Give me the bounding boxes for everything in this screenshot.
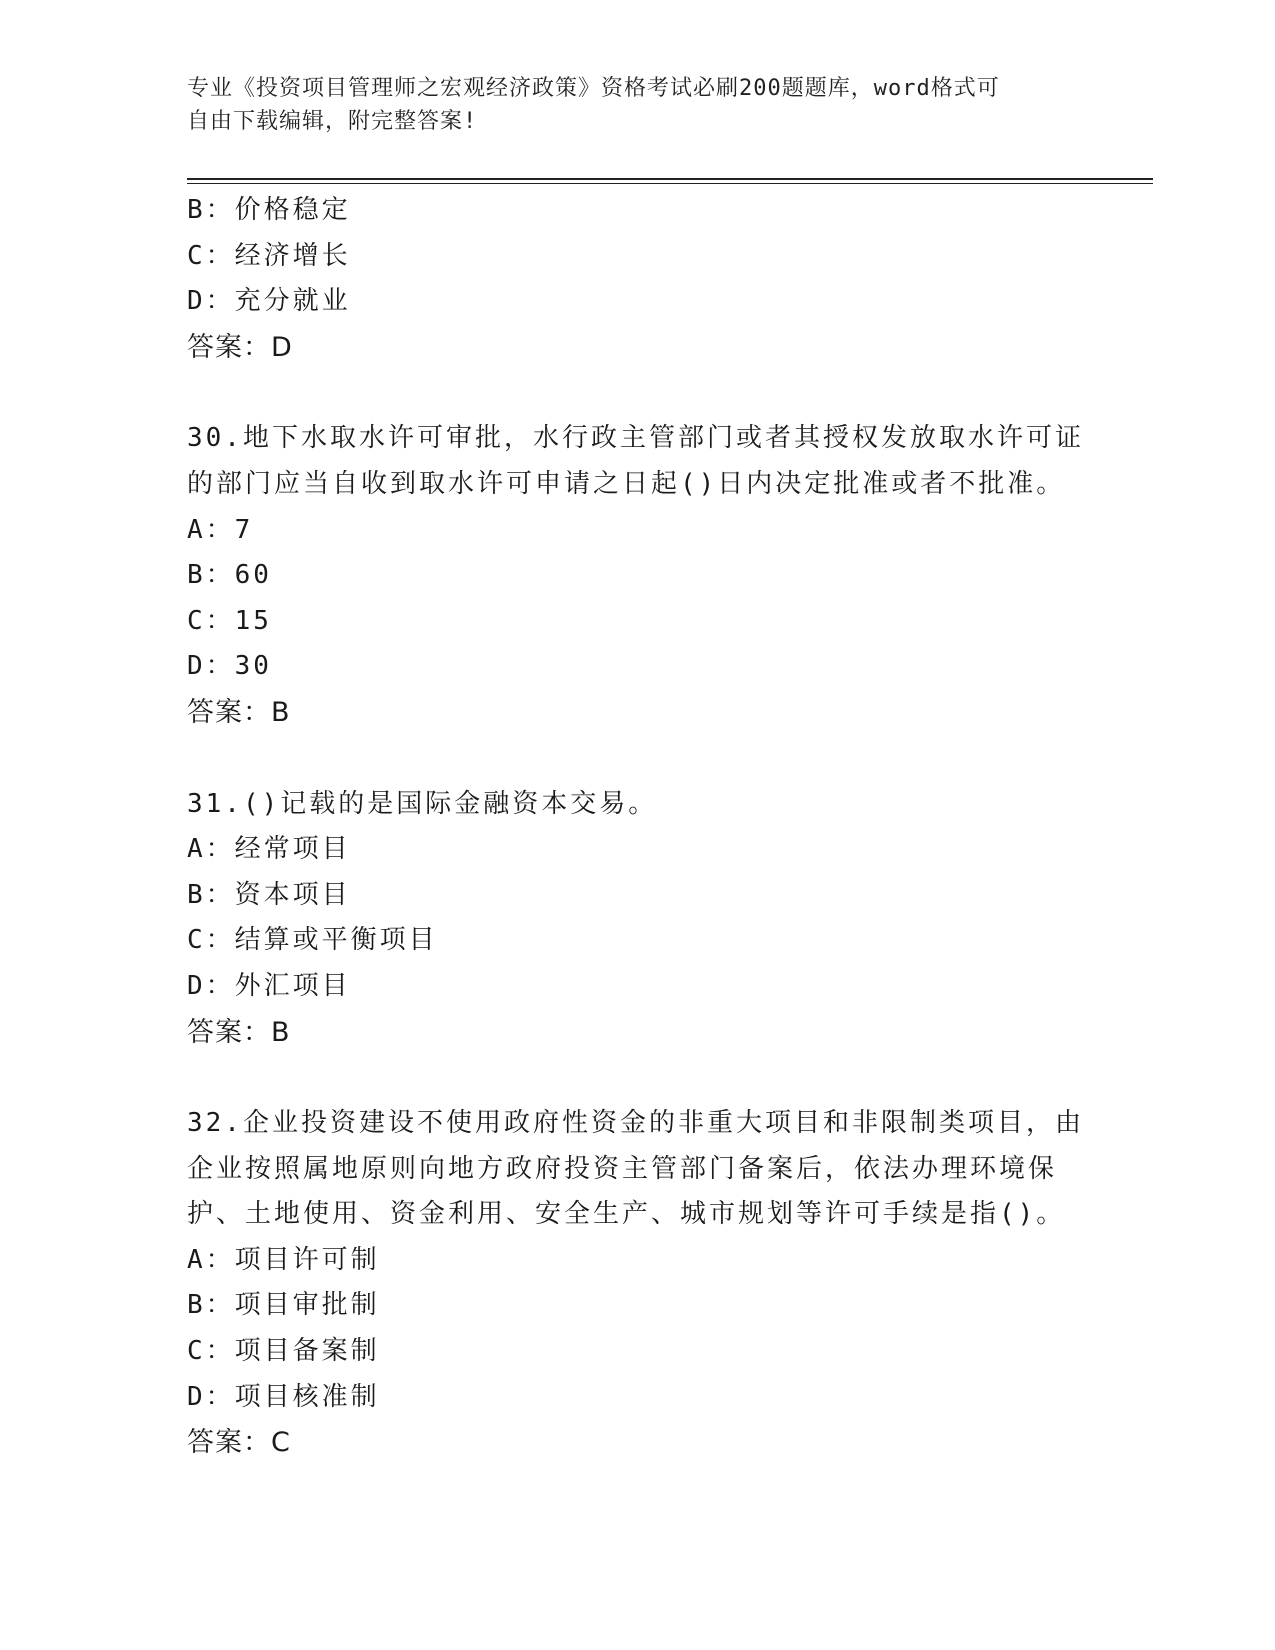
question-stem-line: 企业按照属地原则向地方政府投资主管部门备案后，依法办理环境保 bbox=[187, 1153, 1058, 1184]
option-a: A：7 bbox=[187, 514, 254, 545]
option-b: B：60 bbox=[187, 560, 272, 591]
header-line-1: 专业《投资项目管理师之宏观经济政策》资格考试必刷200题题库，word格式可 bbox=[187, 76, 1000, 101]
question-stem-line: 30.地下水取水许可审批，水行政主管部门或者其授权发放取水许可证 bbox=[187, 423, 1084, 454]
question-31 bbox=[187, 782, 1087, 1056]
option-c: C：项目备案制 bbox=[187, 1336, 380, 1367]
answer-line: 答案：B bbox=[187, 696, 291, 728]
question-stem-line: 31.()记载的是国际金融资本交易。 bbox=[187, 788, 658, 819]
question-32 bbox=[187, 1101, 1087, 1466]
option-b: B：资本项目 bbox=[187, 879, 351, 910]
option-d: D：充分就业 bbox=[187, 286, 351, 317]
question-stem-line: 的部门应当自收到取水许可申请之日起()日内决定批准或者不批准。 bbox=[187, 468, 1066, 499]
option-d: D：外汇项目 bbox=[187, 970, 351, 1001]
option-b: B：项目审批制 bbox=[187, 1290, 380, 1321]
answer-line: 答案：B bbox=[187, 1016, 291, 1048]
option-a: A：经常项目 bbox=[187, 834, 351, 865]
question-stem-line: 护、土地使用、资金利用、安全生产、城市规划等许可手续是指()。 bbox=[187, 1199, 1066, 1230]
answer-line: 答案：C bbox=[187, 1427, 291, 1459]
question-list bbox=[187, 188, 1087, 1466]
option-b: B：价格稳定 bbox=[187, 195, 351, 225]
question-stem-line: 32.企业投资建设不使用政府性资金的非重大项目和非限制类项目，由 bbox=[187, 1108, 1084, 1139]
document-header bbox=[187, 72, 1067, 138]
option-c: C：15 bbox=[187, 605, 272, 636]
question-continued bbox=[187, 188, 1087, 370]
option-d: D：项目核准制 bbox=[187, 1381, 380, 1412]
option-d: D：30 bbox=[187, 651, 272, 682]
question-30 bbox=[187, 416, 1087, 735]
option-c: C：结算或平衡项目 bbox=[187, 925, 438, 956]
header-line-2: 自由下载编辑，附完整答案! bbox=[187, 109, 478, 134]
answer-line: 答案：D bbox=[187, 331, 293, 363]
option-c: C：经济增长 bbox=[187, 240, 351, 271]
header-divider-thick bbox=[187, 178, 1153, 180]
header-divider-thin bbox=[187, 183, 1153, 184]
option-a: A：项目许可制 bbox=[187, 1244, 380, 1275]
